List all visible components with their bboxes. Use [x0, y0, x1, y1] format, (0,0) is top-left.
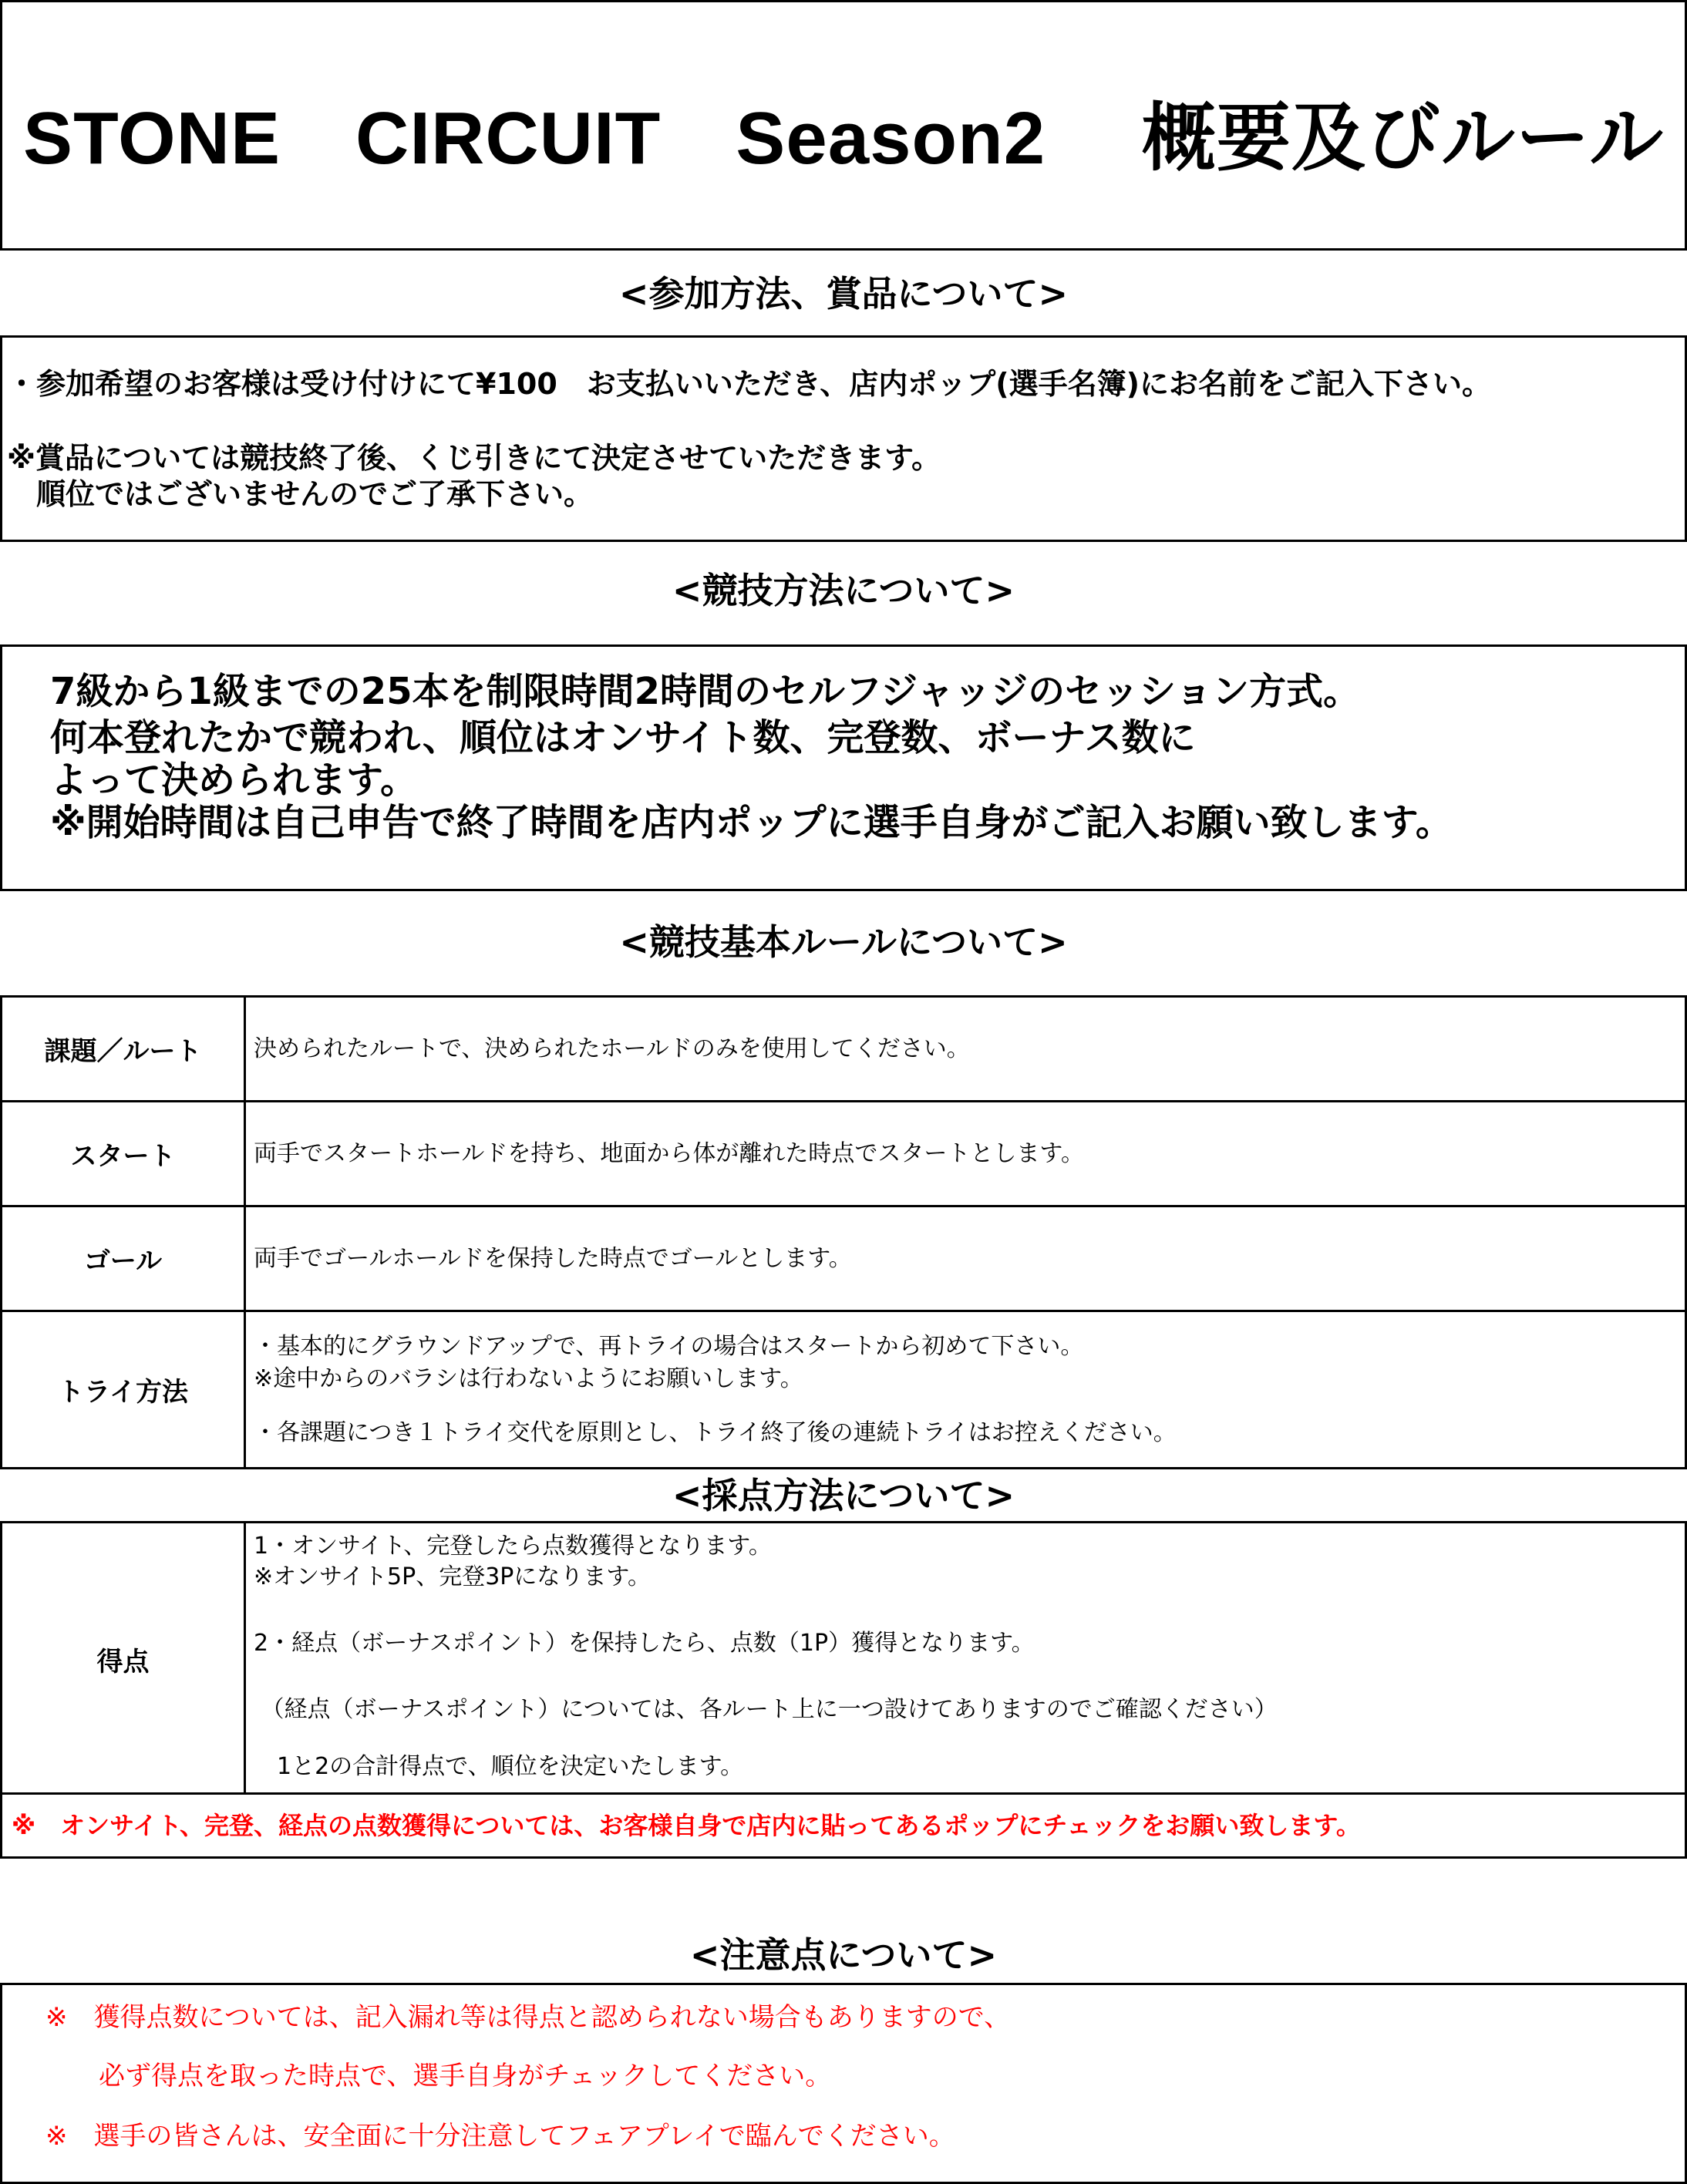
notes-line-1: ※ 獲得点数については、記入漏れ等は得点と認められない場合もありますので、 — [45, 2002, 1011, 2033]
notes-box — [0, 1983, 1687, 2184]
scoring-note-box — [0, 1792, 1687, 1859]
basic-rules-table — [0, 995, 1687, 1469]
rule-desc-try-line-2: ※途中からのバラシは行わないようにお願いします。 — [254, 1365, 803, 1392]
rule-label-start: スタート — [2, 1102, 245, 1206]
method-line-4: ※開始時間は自己申告で終了時間を店内ポップに選手自身がご記入お願い致します。 — [50, 801, 1453, 844]
scoring-note: ※ オンサイト、完登、経点の点数獲得については、お客様自身で店内に貼ってあるポップにチェックをお願い致します。 — [12, 1811, 1361, 1840]
scoring-line-3: 2・経点（ボーナスポイント）を保持したら、点数（1P）獲得となります。 — [254, 1630, 1035, 1657]
method-line-3: よって決められます。 — [50, 759, 418, 802]
rule-desc-route-line: 決められたルートで、決められたホールドのみを使用してください。 — [254, 1035, 970, 1062]
method-box — [0, 644, 1687, 891]
basic-rules-heading: <競技基本ルールについて> — [619, 921, 1068, 963]
method-line-2: 何本登れたかで競われ、順位はオンサイト数、完登数、ボーナス数に — [50, 716, 1196, 759]
rule-label-route: 課題／ルート — [2, 997, 245, 1102]
scoring-line-4: （経点（ボーナスポイント）については、各ルート上に一つ設けてありますのでご確認ください） — [254, 1696, 1278, 1723]
notes-line-2: 必ず得点を取った時点で、選手自身がチェックしてください。 — [99, 2061, 832, 2091]
rule-label-try: トライ方法 — [2, 1311, 245, 1469]
rule-desc-goal — [245, 1206, 1686, 1311]
table-row — [2, 1523, 1686, 1796]
rule-desc-try-line-1: ・基本的にグラウンドアップで、再トライの場合はスタートから初めて下さい。 — [254, 1332, 1084, 1360]
rule-desc-try — [245, 1311, 1686, 1469]
rule-desc-goal-line: 両手でゴールホールドを保持した時点でゴールとします。 — [254, 1244, 852, 1272]
scoring-label: 得点 — [2, 1523, 245, 1796]
scoring-line-5: 1と2の合計得点で、順位を決定いたします。 — [254, 1753, 744, 1780]
entry-box — [0, 335, 1687, 542]
table-row — [2, 1102, 1686, 1206]
table-row — [2, 1206, 1686, 1311]
table-row — [2, 997, 1686, 1102]
table-row — [2, 1311, 1686, 1469]
rule-desc-start-line: 両手でスタートホールドを持ち、地面から体が離れた時点でスタートとします。 — [254, 1139, 1084, 1167]
rule-desc-start — [245, 1102, 1686, 1206]
notes-line-3: ※ 選手の皆さんは、安全面に十分注意してフェアプレイで臨んでください。 — [45, 2121, 955, 2152]
entry-line-2: ※賞品については競技終了後、くじ引きにて決定させていただきます。 — [7, 441, 941, 475]
entry-heading: <参加方法、賞品について> — [618, 273, 1069, 315]
rule-desc-route — [245, 997, 1686, 1102]
method-line-1: 7級から1級までの25本を制限時間2時間のセルフジャッジのセッション方式。 — [50, 670, 1361, 713]
entry-line-1: ・参加希望のお客様は受け付けにて¥100 お支払いいただき、店内ポップ(選手名簿)にお名前をご記入下さい。 — [7, 367, 1491, 401]
scoring-line-1: 1・オンサイト、完登したら点数獲得となります。 — [254, 1533, 772, 1560]
scoring-heading: <採点方法について> — [672, 1475, 1015, 1516]
rule-desc-try-line-3: ・各課題につき１トライ交代を原則とし、トライ終了後の連続トライはお控えください。 — [254, 1418, 1177, 1446]
scoring-table — [0, 1521, 1687, 1797]
scoring-line-2: ※オンサイト5P、完登3Pになります。 — [254, 1563, 651, 1590]
page-title: STONE CIRCUIT Season2 概要及びルール — [23, 97, 1664, 180]
method-heading: <競技方法について> — [672, 570, 1015, 611]
entry-line-3: 順位ではございませんのでご了承下さい。 — [7, 477, 594, 511]
notes-heading: <注意点について> — [689, 1934, 998, 1976]
scoring-desc — [245, 1523, 1686, 1796]
rule-label-goal: ゴール — [2, 1206, 245, 1311]
title-box — [0, 0, 1687, 251]
